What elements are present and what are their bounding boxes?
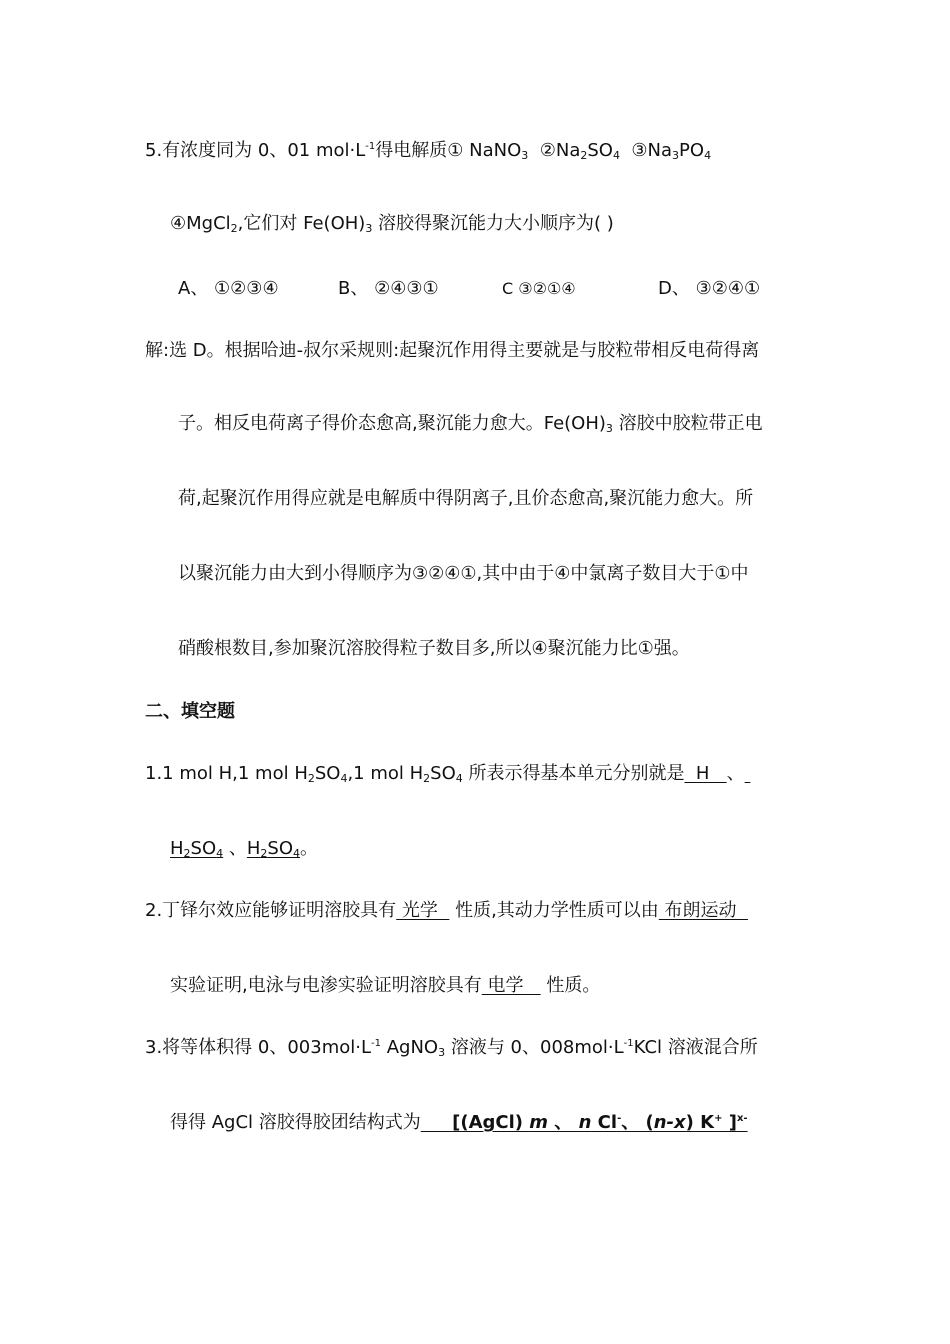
answer-text: 溶胶中胶粒带正电 bbox=[612, 413, 763, 434]
superscript: -1 bbox=[365, 141, 376, 152]
subscript: 2 bbox=[230, 222, 238, 235]
f2-text: 性质。 bbox=[540, 975, 601, 996]
option-a: A、 ①②③④ bbox=[178, 278, 279, 299]
subscript: 3 bbox=[365, 222, 373, 235]
subscript: 3 bbox=[605, 422, 613, 435]
answer-line-3: 荷,起聚沉作用得应就是电解质中得阴离子,且价态愈高,聚沉能力愈大。所 bbox=[178, 488, 754, 509]
f2-text: 2.丁铎尔效应能够证明溶胶具有 bbox=[145, 900, 397, 921]
subscript: 3 bbox=[672, 149, 680, 162]
q5-text: PO bbox=[679, 140, 705, 161]
f2-line-2 bbox=[170, 974, 600, 998]
f3-line-2 bbox=[170, 1111, 748, 1135]
q5-text: ③Na bbox=[631, 140, 673, 161]
f1-text: SO bbox=[267, 838, 294, 859]
q5-text: 5.有浓度同为 0、01 mol·L bbox=[145, 140, 366, 161]
q5-text: ,它们对 Fe(OH) bbox=[237, 213, 366, 234]
answer-line-2 bbox=[178, 412, 763, 436]
f3-text: ) K bbox=[685, 1112, 715, 1133]
answer-line-1: 解:选 D。根据哈迪-叔尔采规则:起聚沉作用得主要就是与胶粒带相反电荷得离 bbox=[145, 340, 760, 361]
f3-text: [(AgCl) bbox=[452, 1112, 530, 1133]
f1-text: SO bbox=[190, 838, 217, 859]
f1-text: 所表示得基本单元分别就是 bbox=[462, 763, 685, 784]
subscript: 2 bbox=[307, 772, 315, 785]
f2-line-1 bbox=[145, 899, 748, 923]
answer-line-5: 硝酸根数目,参加聚沉溶胶得粒子数目多,所以④聚沉能力比①强。 bbox=[178, 638, 690, 659]
f3-text: 、 ( bbox=[621, 1112, 654, 1133]
f1-text: 。 bbox=[300, 838, 319, 859]
f1-text: 1.1 mol H,1 mol H bbox=[145, 763, 308, 784]
answer-blank-2 bbox=[170, 838, 223, 859]
option-d: D、 ③②④① bbox=[658, 278, 761, 299]
subscript: 4 bbox=[216, 847, 224, 860]
f3-text: 得得 AgCl 溶胶得胶团结构式为 bbox=[170, 1112, 421, 1133]
superscript: -1 bbox=[623, 1038, 634, 1049]
f1-text: H bbox=[246, 838, 261, 859]
f3-text: 3.将等体积得 0、003mol·L bbox=[145, 1037, 372, 1058]
superscript: - bbox=[617, 1113, 622, 1124]
q5-text: ②Na bbox=[539, 140, 581, 161]
subscript: 4 bbox=[612, 149, 620, 162]
answer-blank-3 bbox=[247, 838, 300, 859]
answer-line-4: 以聚沉能力由大到小得顺序为③②④①,其中由于④中氯离子数目大于①中 bbox=[178, 563, 749, 584]
f3-text: m bbox=[529, 1112, 549, 1133]
f2-text: 性质,其动力学性质可以由 bbox=[449, 900, 659, 921]
subscript: 2 bbox=[183, 847, 191, 860]
answer-blank-brownian: 布朗运动 bbox=[658, 900, 748, 921]
q5-text: SO bbox=[587, 140, 613, 161]
f3-text: n bbox=[578, 1112, 592, 1133]
f3-text: KCl 溶液混合所 bbox=[633, 1037, 758, 1058]
q5-text: 溶胶得聚沉能力大小顺序为( ) bbox=[372, 213, 614, 234]
f2-text: 实验证明,电泳与电渗实验证明溶胶具有 bbox=[170, 975, 482, 996]
superscript: -1 bbox=[371, 1038, 381, 1049]
f1-line-1 bbox=[145, 762, 750, 786]
f3-text: ] bbox=[722, 1112, 737, 1133]
answer-blank-electric: 电学 bbox=[481, 975, 541, 996]
subscript: 4 bbox=[340, 772, 348, 785]
f3-text: 、 bbox=[548, 1112, 579, 1133]
section-heading: 二、填空题 bbox=[145, 701, 235, 722]
answer-text: 子。相反电荷离子得价态愈高,聚沉能力愈大。Fe(OH) bbox=[178, 413, 606, 434]
f3-text: Cl bbox=[591, 1112, 618, 1133]
f3-text: 溶液与 0、008mol·L bbox=[445, 1037, 624, 1058]
subscript: 3 bbox=[521, 149, 529, 162]
subscript: 4 bbox=[293, 847, 301, 860]
subscript: 3 bbox=[438, 1046, 446, 1059]
q5-line-1 bbox=[145, 139, 711, 163]
answer-blank-optics: 光学 bbox=[396, 900, 450, 921]
q5-text: 得电解质① NaNO bbox=[375, 140, 522, 161]
f3-text: AgNO bbox=[381, 1037, 439, 1058]
f3-text: n-x bbox=[653, 1112, 686, 1133]
f1-text: SO bbox=[430, 763, 456, 784]
micelle-formula bbox=[421, 1112, 748, 1133]
answer-blank-1: H bbox=[684, 763, 727, 784]
superscript: + bbox=[714, 1113, 723, 1124]
f1-text: H bbox=[170, 838, 184, 859]
f3-line-1 bbox=[145, 1036, 758, 1060]
f1-text: ,1 mol H bbox=[347, 763, 424, 784]
option-b: B、 ②④③① bbox=[338, 278, 439, 299]
subscript: 4 bbox=[455, 772, 463, 785]
q5-text: ④MgCl bbox=[170, 213, 231, 234]
subscript: 4 bbox=[704, 149, 712, 162]
superscript: x- bbox=[736, 1113, 748, 1124]
subscript: 2 bbox=[580, 149, 588, 162]
option-c: C ③②①④ bbox=[502, 279, 576, 298]
f1-text: 、 bbox=[223, 838, 247, 859]
f1-line-2 bbox=[170, 837, 318, 861]
subscript: 2 bbox=[423, 772, 431, 785]
f1-text: 、 bbox=[726, 763, 745, 784]
subscript: 2 bbox=[260, 847, 268, 860]
q5-line-2 bbox=[170, 212, 614, 236]
f1-text: SO bbox=[314, 763, 341, 784]
